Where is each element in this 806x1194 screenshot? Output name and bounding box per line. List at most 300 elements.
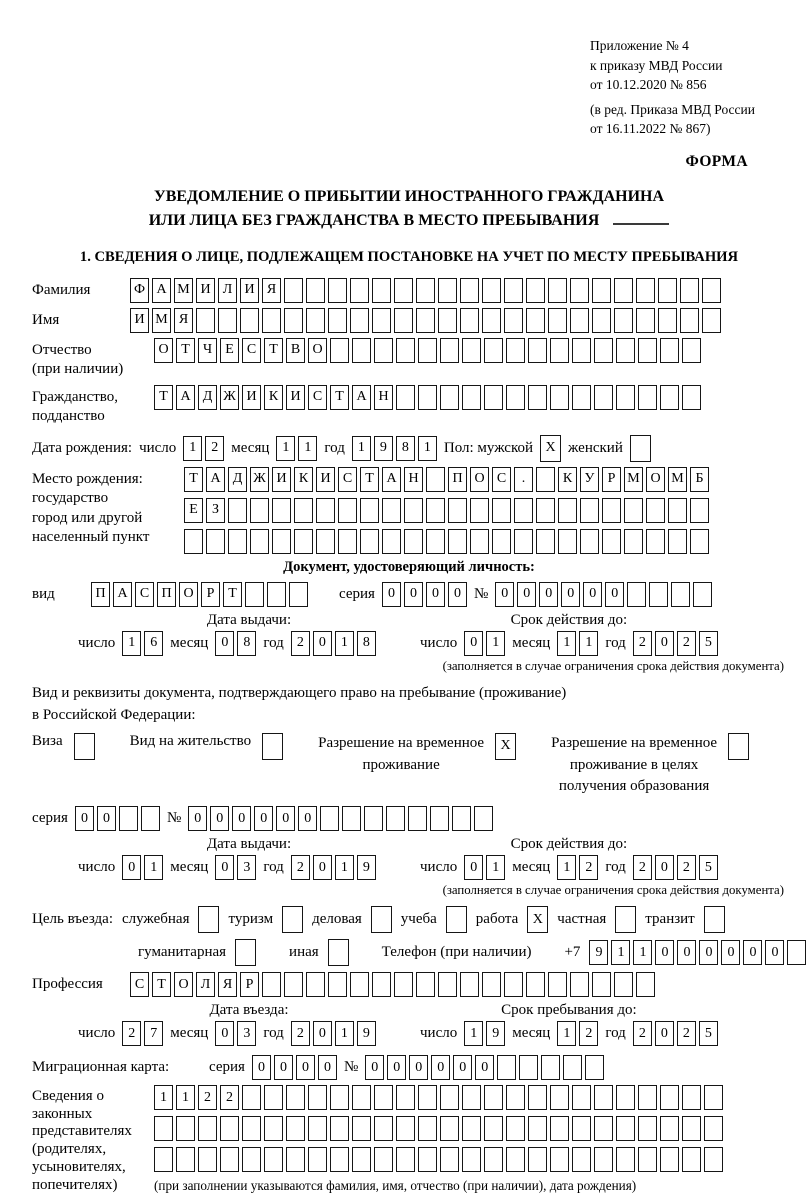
checkbox-box[interactable]	[728, 733, 749, 760]
checkbox-box[interactable]	[630, 435, 651, 462]
char-box[interactable]	[693, 582, 712, 607]
char-box[interactable]: 0	[699, 940, 718, 965]
char-box[interactable]: 2	[579, 1021, 598, 1046]
char-box[interactable]	[484, 385, 503, 410]
char-box[interactable]: 2	[677, 855, 696, 880]
char-box[interactable]	[528, 1116, 547, 1141]
char-box[interactable]: 0	[75, 806, 94, 831]
char-box[interactable]	[570, 972, 589, 997]
char-box[interactable]	[264, 1116, 283, 1141]
purpose-tourism-checkbox[interactable]	[282, 906, 303, 933]
char-box[interactable]	[550, 1085, 569, 1110]
char-box[interactable]: 0	[313, 855, 332, 880]
char-box[interactable]: 0	[448, 582, 467, 607]
char-box[interactable]: 3	[237, 1021, 256, 1046]
char-box[interactable]	[418, 1085, 437, 1110]
char-box[interactable]: С	[338, 467, 357, 492]
char-box[interactable]	[242, 1116, 261, 1141]
char-box[interactable]	[514, 529, 533, 554]
char-box[interactable]	[462, 385, 481, 410]
char-box[interactable]	[506, 385, 525, 410]
char-box[interactable]	[690, 529, 709, 554]
char-box[interactable]	[289, 582, 308, 607]
char-box[interactable]	[594, 1085, 613, 1110]
checkbox-box[interactable]: X	[540, 435, 561, 462]
temp-residence-checkbox[interactable]	[495, 733, 516, 760]
char-box[interactable]: А	[382, 467, 401, 492]
char-box[interactable]	[264, 1085, 283, 1110]
char-box[interactable]	[374, 338, 393, 363]
char-box[interactable]	[528, 1085, 547, 1110]
char-box[interactable]	[482, 278, 501, 303]
char-box[interactable]	[548, 278, 567, 303]
char-box[interactable]	[682, 1085, 701, 1110]
char-box[interactable]: 9	[589, 940, 608, 965]
char-box[interactable]	[262, 972, 281, 997]
char-box[interactable]	[330, 1116, 349, 1141]
char-box[interactable]	[394, 308, 413, 333]
char-box[interactable]	[616, 1147, 635, 1172]
char-box[interactable]: П	[448, 467, 467, 492]
char-box[interactable]	[374, 1147, 393, 1172]
char-box[interactable]	[306, 308, 325, 333]
char-box[interactable]	[220, 1147, 239, 1172]
char-box[interactable]	[492, 498, 511, 523]
char-box[interactable]	[426, 529, 445, 554]
char-box[interactable]	[396, 1085, 415, 1110]
char-box[interactable]: 2	[579, 855, 598, 880]
char-box[interactable]	[350, 308, 369, 333]
char-box[interactable]	[548, 972, 567, 997]
temp-residence-edu-checkbox[interactable]	[728, 733, 749, 760]
purpose-official-checkbox[interactable]	[198, 906, 219, 933]
char-box[interactable]	[682, 1147, 701, 1172]
char-box[interactable]	[550, 385, 569, 410]
purpose-business-checkbox[interactable]	[371, 906, 392, 933]
char-box[interactable]: А	[206, 467, 225, 492]
checkbox-box[interactable]	[198, 906, 219, 933]
char-box[interactable]: 1	[335, 631, 354, 656]
char-box[interactable]: 0	[313, 1021, 332, 1046]
char-box[interactable]	[308, 1085, 327, 1110]
char-box[interactable]	[616, 385, 635, 410]
char-box[interactable]	[396, 385, 415, 410]
visa-checkbox[interactable]	[74, 733, 95, 760]
char-box[interactable]: 0	[254, 806, 273, 831]
char-box[interactable]	[592, 308, 611, 333]
char-box[interactable]: 1	[486, 855, 505, 880]
char-box[interactable]	[218, 308, 237, 333]
char-box[interactable]: К	[264, 385, 283, 410]
char-box[interactable]	[563, 1055, 582, 1080]
char-box[interactable]	[492, 529, 511, 554]
char-box[interactable]: Я	[262, 278, 281, 303]
char-box[interactable]	[306, 278, 325, 303]
char-box[interactable]: 0	[765, 940, 784, 965]
checkbox-box[interactable]: X	[527, 906, 548, 933]
char-box[interactable]: 0	[561, 582, 580, 607]
char-box[interactable]: 0	[318, 1055, 337, 1080]
char-box[interactable]: 1	[335, 1021, 354, 1046]
char-box[interactable]	[176, 1147, 195, 1172]
char-box[interactable]: И	[286, 385, 305, 410]
char-box[interactable]: 0	[188, 806, 207, 831]
char-box[interactable]	[536, 529, 555, 554]
char-box[interactable]: 0	[382, 582, 401, 607]
char-box[interactable]	[497, 1055, 516, 1080]
char-box[interactable]	[418, 338, 437, 363]
char-box[interactable]	[572, 385, 591, 410]
checkbox-box[interactable]	[235, 939, 256, 966]
char-box[interactable]: 2	[205, 436, 224, 461]
char-box[interactable]	[350, 972, 369, 997]
char-box[interactable]: 1	[486, 631, 505, 656]
char-box[interactable]: Р	[602, 467, 621, 492]
char-box[interactable]: Н	[374, 385, 393, 410]
char-box[interactable]: Д	[228, 467, 247, 492]
char-box[interactable]	[649, 582, 668, 607]
purpose-work-checkbox[interactable]	[527, 906, 548, 933]
char-box[interactable]	[594, 385, 613, 410]
char-box[interactable]	[396, 1147, 415, 1172]
char-box[interactable]	[550, 338, 569, 363]
char-box[interactable]: А	[352, 385, 371, 410]
char-box[interactable]: Т	[154, 385, 173, 410]
checkbox-box[interactable]	[282, 906, 303, 933]
char-box[interactable]	[294, 498, 313, 523]
char-box[interactable]: 9	[486, 1021, 505, 1046]
char-box[interactable]: 0	[655, 940, 674, 965]
char-box[interactable]: 1	[144, 855, 163, 880]
char-box[interactable]: 2	[633, 631, 652, 656]
char-box[interactable]	[374, 1116, 393, 1141]
char-box[interactable]: И	[242, 385, 261, 410]
char-box[interactable]: 0	[274, 1055, 293, 1080]
char-box[interactable]: Н	[404, 467, 423, 492]
char-box[interactable]: 0	[464, 631, 483, 656]
char-box[interactable]: 8	[357, 631, 376, 656]
char-box[interactable]: 0	[215, 631, 234, 656]
char-box[interactable]: .	[514, 467, 533, 492]
char-box[interactable]	[484, 1147, 503, 1172]
char-box[interactable]: 5	[699, 1021, 718, 1046]
char-box[interactable]: Т	[176, 338, 195, 363]
char-box[interactable]	[386, 806, 405, 831]
char-box[interactable]	[328, 278, 347, 303]
char-box[interactable]	[440, 338, 459, 363]
char-box[interactable]	[528, 1147, 547, 1172]
char-box[interactable]: 0	[677, 940, 696, 965]
char-box[interactable]: 5	[699, 631, 718, 656]
char-box[interactable]	[250, 529, 269, 554]
char-box[interactable]: 0	[495, 582, 514, 607]
char-box[interactable]	[558, 498, 577, 523]
char-box[interactable]: 2	[122, 1021, 141, 1046]
char-box[interactable]	[272, 498, 291, 523]
char-box[interactable]	[262, 308, 281, 333]
char-box[interactable]	[548, 308, 567, 333]
char-box[interactable]	[284, 972, 303, 997]
char-box[interactable]	[342, 806, 361, 831]
char-box[interactable]	[638, 385, 657, 410]
char-box[interactable]	[570, 308, 589, 333]
char-box[interactable]: 9	[357, 1021, 376, 1046]
char-box[interactable]	[690, 498, 709, 523]
char-box[interactable]	[470, 529, 489, 554]
char-box[interactable]: 0	[464, 855, 483, 880]
char-box[interactable]	[416, 278, 435, 303]
char-box[interactable]	[228, 498, 247, 523]
char-box[interactable]	[360, 529, 379, 554]
char-box[interactable]: 2	[291, 1021, 310, 1046]
char-box[interactable]	[286, 1147, 305, 1172]
char-box[interactable]: 0	[431, 1055, 450, 1080]
char-box[interactable]	[460, 972, 479, 997]
char-box[interactable]	[438, 308, 457, 333]
char-box[interactable]	[418, 1116, 437, 1141]
char-box[interactable]	[541, 1055, 560, 1080]
char-box[interactable]	[198, 1147, 217, 1172]
char-box[interactable]	[462, 1147, 481, 1172]
char-box[interactable]	[330, 338, 349, 363]
char-box[interactable]: 1	[464, 1021, 483, 1046]
char-box[interactable]	[614, 308, 633, 333]
char-box[interactable]: И	[240, 278, 259, 303]
char-box[interactable]	[682, 385, 701, 410]
char-box[interactable]: 8	[237, 631, 256, 656]
char-box[interactable]	[592, 972, 611, 997]
char-box[interactable]	[660, 1085, 679, 1110]
char-box[interactable]	[484, 1085, 503, 1110]
char-box[interactable]: 0	[743, 940, 762, 965]
char-box[interactable]: Т	[184, 467, 203, 492]
char-box[interactable]: П	[157, 582, 176, 607]
char-box[interactable]	[462, 1085, 481, 1110]
char-box[interactable]	[506, 1116, 525, 1141]
char-box[interactable]	[316, 529, 335, 554]
char-box[interactable]	[364, 806, 383, 831]
char-box[interactable]: 1	[154, 1085, 173, 1110]
char-box[interactable]	[572, 1116, 591, 1141]
char-box[interactable]: Д	[198, 385, 217, 410]
char-box[interactable]: 0	[313, 631, 332, 656]
char-box[interactable]: О	[308, 338, 327, 363]
char-box[interactable]: О	[646, 467, 665, 492]
male-checkbox[interactable]	[540, 435, 561, 462]
char-box[interactable]	[616, 1085, 635, 1110]
char-box[interactable]	[682, 1116, 701, 1141]
char-box[interactable]: Б	[690, 467, 709, 492]
char-box[interactable]	[646, 498, 665, 523]
char-box[interactable]	[528, 338, 547, 363]
char-box[interactable]: 1	[633, 940, 652, 965]
char-box[interactable]	[396, 1116, 415, 1141]
char-box[interactable]: А	[113, 582, 132, 607]
char-box[interactable]: 0	[655, 1021, 674, 1046]
char-box[interactable]: 1	[557, 1021, 576, 1046]
char-box[interactable]: 0	[655, 855, 674, 880]
char-box[interactable]	[702, 308, 721, 333]
char-box[interactable]	[484, 338, 503, 363]
char-box[interactable]	[306, 972, 325, 997]
char-box[interactable]: 0	[276, 806, 295, 831]
char-box[interactable]	[638, 1085, 657, 1110]
char-box[interactable]	[638, 338, 657, 363]
char-box[interactable]	[426, 498, 445, 523]
char-box[interactable]	[526, 972, 545, 997]
char-box[interactable]: А	[152, 278, 171, 303]
char-box[interactable]	[206, 529, 225, 554]
char-box[interactable]	[440, 1116, 459, 1141]
char-box[interactable]: 2	[291, 631, 310, 656]
char-box[interactable]	[338, 529, 357, 554]
char-box[interactable]	[440, 385, 459, 410]
char-box[interactable]	[585, 1055, 604, 1080]
char-box[interactable]: 1	[176, 1085, 195, 1110]
char-box[interactable]: И	[316, 467, 335, 492]
char-box[interactable]: 0	[252, 1055, 271, 1080]
char-box[interactable]	[682, 338, 701, 363]
char-box[interactable]	[408, 806, 427, 831]
char-box[interactable]	[636, 308, 655, 333]
char-box[interactable]	[704, 1085, 723, 1110]
char-box[interactable]	[416, 308, 435, 333]
char-box[interactable]: Я	[218, 972, 237, 997]
char-box[interactable]	[394, 972, 413, 997]
char-box[interactable]: 1	[557, 855, 576, 880]
char-box[interactable]	[572, 1147, 591, 1172]
char-box[interactable]	[286, 1085, 305, 1110]
char-box[interactable]: И	[130, 308, 149, 333]
char-box[interactable]	[448, 498, 467, 523]
checkbox-box[interactable]	[328, 939, 349, 966]
char-box[interactable]: Т	[330, 385, 349, 410]
char-box[interactable]	[592, 278, 611, 303]
char-box[interactable]	[462, 338, 481, 363]
char-box[interactable]	[504, 972, 523, 997]
char-box[interactable]	[638, 1147, 657, 1172]
char-box[interactable]: 0	[298, 806, 317, 831]
char-box[interactable]	[382, 498, 401, 523]
char-box[interactable]	[504, 308, 523, 333]
char-box[interactable]: Ф	[130, 278, 149, 303]
char-box[interactable]: 3	[237, 855, 256, 880]
char-box[interactable]	[250, 498, 269, 523]
char-box[interactable]	[506, 1147, 525, 1172]
char-box[interactable]: 0	[583, 582, 602, 607]
char-box[interactable]: О	[470, 467, 489, 492]
char-box[interactable]	[671, 582, 690, 607]
checkbox-box[interactable]	[615, 906, 636, 933]
char-box[interactable]	[668, 498, 687, 523]
char-box[interactable]: М	[174, 278, 193, 303]
char-box[interactable]	[474, 806, 493, 831]
char-box[interactable]	[482, 972, 501, 997]
char-box[interactable]	[680, 278, 699, 303]
char-box[interactable]	[141, 806, 160, 831]
char-box[interactable]	[660, 1116, 679, 1141]
char-box[interactable]: С	[130, 972, 149, 997]
char-box[interactable]	[660, 1147, 679, 1172]
char-box[interactable]	[658, 308, 677, 333]
char-box[interactable]: 2	[633, 855, 652, 880]
char-box[interactable]	[550, 1147, 569, 1172]
char-box[interactable]	[594, 1116, 613, 1141]
char-box[interactable]	[519, 1055, 538, 1080]
char-box[interactable]	[360, 498, 379, 523]
purpose-study-checkbox[interactable]	[446, 906, 467, 933]
char-box[interactable]	[482, 308, 501, 333]
char-box[interactable]	[536, 498, 555, 523]
char-box[interactable]	[448, 529, 467, 554]
checkbox-box[interactable]: X	[495, 733, 516, 760]
char-box[interactable]	[504, 278, 523, 303]
char-box[interactable]	[352, 338, 371, 363]
char-box[interactable]	[438, 278, 457, 303]
char-box[interactable]	[704, 1147, 723, 1172]
char-box[interactable]	[536, 467, 555, 492]
char-box[interactable]	[484, 1116, 503, 1141]
char-box[interactable]: Л	[196, 972, 215, 997]
char-box[interactable]	[594, 338, 613, 363]
char-box[interactable]	[198, 1116, 217, 1141]
char-box[interactable]	[638, 1116, 657, 1141]
char-box[interactable]	[438, 972, 457, 997]
char-box[interactable]	[404, 529, 423, 554]
char-box[interactable]: Е	[184, 498, 203, 523]
char-box[interactable]	[284, 278, 303, 303]
char-box[interactable]	[462, 1116, 481, 1141]
char-box[interactable]: 0	[215, 1021, 234, 1046]
char-box[interactable]	[526, 308, 545, 333]
purpose-other-checkbox[interactable]	[328, 939, 349, 966]
char-box[interactable]: 1	[183, 436, 202, 461]
char-box[interactable]: 1	[298, 436, 317, 461]
char-box[interactable]	[514, 498, 533, 523]
char-box[interactable]	[184, 529, 203, 554]
char-box[interactable]: М	[624, 467, 643, 492]
char-box[interactable]: 1	[122, 631, 141, 656]
char-box[interactable]	[350, 278, 369, 303]
char-box[interactable]	[240, 308, 259, 333]
char-box[interactable]	[602, 498, 621, 523]
char-box[interactable]: У	[580, 467, 599, 492]
char-box[interactable]	[176, 1116, 195, 1141]
char-box[interactable]	[320, 806, 339, 831]
char-box[interactable]	[660, 338, 679, 363]
char-box[interactable]	[787, 940, 806, 965]
char-box[interactable]: 9	[374, 436, 393, 461]
char-box[interactable]: 0	[409, 1055, 428, 1080]
char-box[interactable]: 2	[220, 1085, 239, 1110]
char-box[interactable]: 2	[291, 855, 310, 880]
char-box[interactable]: Р	[240, 972, 259, 997]
char-box[interactable]	[680, 308, 699, 333]
char-box[interactable]	[372, 278, 391, 303]
char-box[interactable]	[572, 1085, 591, 1110]
char-box[interactable]	[616, 338, 635, 363]
purpose-private-checkbox[interactable]	[615, 906, 636, 933]
char-box[interactable]	[404, 498, 423, 523]
checkbox-box[interactable]	[446, 906, 467, 933]
char-box[interactable]: З	[206, 498, 225, 523]
char-box[interactable]	[352, 1147, 371, 1172]
char-box[interactable]	[594, 1147, 613, 1172]
char-box[interactable]	[506, 338, 525, 363]
char-box[interactable]	[396, 338, 415, 363]
char-box[interactable]: 1	[276, 436, 295, 461]
char-box[interactable]: А	[176, 385, 195, 410]
